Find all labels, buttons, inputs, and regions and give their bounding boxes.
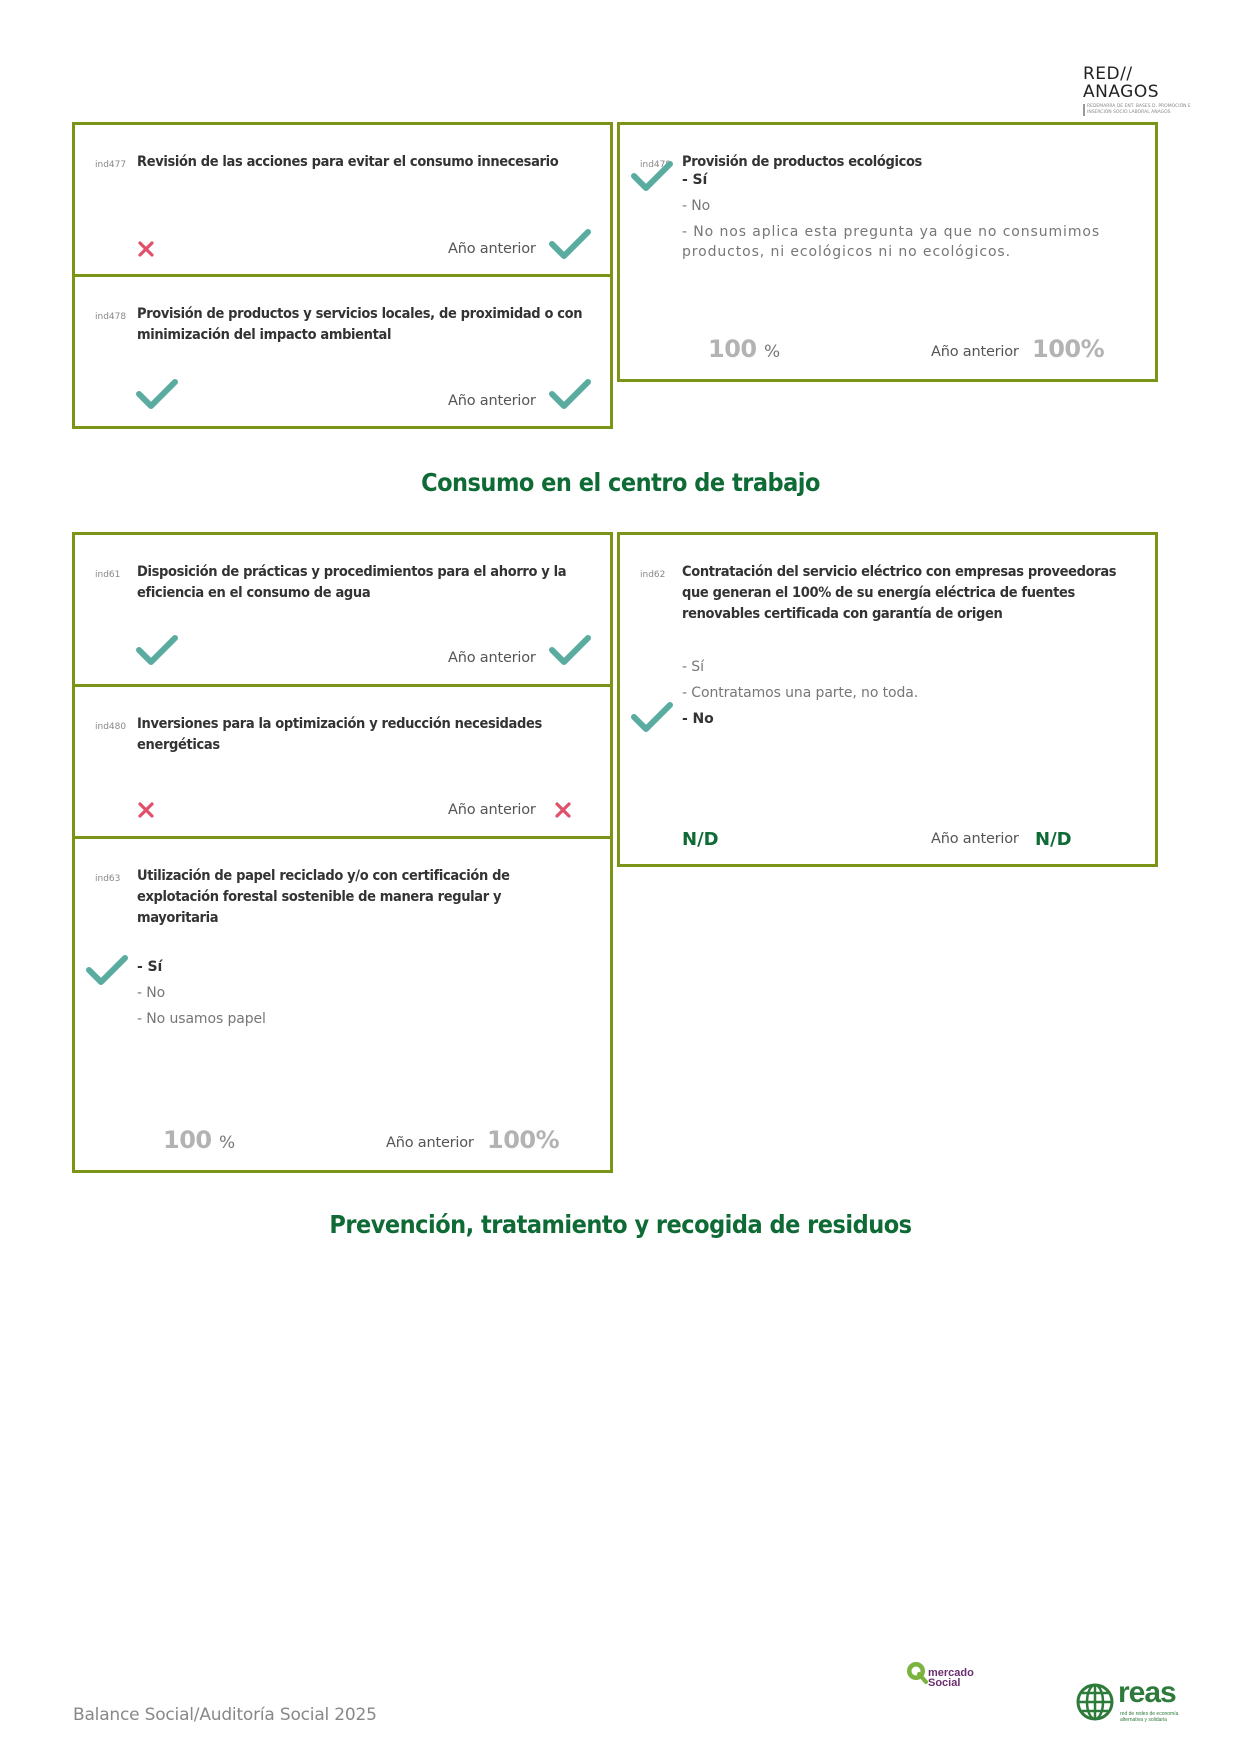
option-no: - No [682,198,711,214]
indicator-title: Inversiones para la optimización y reducción necesidades energéticas [137,716,542,753]
indicator-card-ind479 [617,122,1158,382]
indicator-value: 100 [163,1126,212,1154]
mercado-social-logo [905,1660,995,1700]
check-icon [135,377,179,411]
section-heading-consumo: Consumo en el centro de trabajo [421,468,820,497]
check-icon [630,700,674,734]
check-icon [548,377,592,411]
section-heading-residuos: Prevención, tratamiento y recogida de residuos [329,1210,912,1239]
option-no-paper: - No usamos papel [137,1011,266,1027]
previous-year-label: Año anterior [448,241,536,257]
previous-year-value: N/D [1035,829,1072,850]
indicator-card-ind477 [72,122,613,277]
indicator-title: Contratación del servicio eléctrico con empresas proveedoras que generan el 100% de su energía eléctrica de fuentes renovables certificada con garantía de origen [682,564,1117,622]
previous-year-label: Año anterior [931,344,1019,360]
option-no: - No [137,985,166,1001]
indicator-value: 100 [708,335,757,363]
mercado-social-mark-icon [905,1660,929,1684]
option-yes: - Sí [137,959,163,975]
reas-tagline: red de redes de economía alternativa y solidaria [1120,1711,1179,1723]
indicator-title: Provisión de productos y servicios locales, de proximidad o con minimización del impacto ambiental [137,306,583,343]
indicator-card-ind478 [72,274,613,429]
percent-sign: % [764,342,781,362]
check-icon [135,633,179,667]
indicator-title: Utilización de papel reciclado y/o con certificación de explotación forestal sostenible de manera regular y mayoritaria [137,868,510,926]
option-not-applicable: - No nos aplica esta pregunta ya que no consumimos productos, ni ecológicos ni no ecológicos. [682,224,1101,260]
option-no: - No [682,711,714,727]
indicator-title: Provisión de productos ecológicos [682,154,922,170]
indicator-code: ind477 [95,160,127,170]
indicator-title: Disposición de prácticas y procedimientos para el ahorro y la eficiencia en el consumo de agua [137,564,567,601]
cross-icon [138,241,154,257]
cross-icon [555,802,571,818]
logo-subtitle: REDEMARRA DE ENT. BASES D. PROMOCIÓN E INSERCIÓN SOCIO LABORAL ANAGOS [1083,104,1198,116]
reas-logo [1075,1676,1205,1730]
indicator-card-ind62 [617,532,1158,867]
logo-line-2: ANAGOS [1083,82,1160,102]
indicator-card-ind61 [72,532,613,687]
option-yes: - Sí [682,659,704,675]
indicator-code: ind480 [95,722,127,732]
mercado-social-text: mercado Social [928,1667,974,1689]
check-icon [548,227,592,261]
previous-year-label: Año anterior [386,1135,474,1151]
previous-year-label: Año anterior [448,650,536,666]
globe-icon [1075,1682,1115,1722]
indicator-code: ind478 [95,312,127,322]
check-icon [630,159,674,193]
indicator-card-ind63 [72,836,613,1173]
indicator-code: ind62 [640,570,666,580]
check-icon [85,953,129,987]
reas-wordmark: reas [1118,1676,1176,1709]
footer-text: Balance Social/Auditoría Social 2025 [73,1705,377,1725]
previous-year-value: 100% [1032,335,1105,363]
previous-year-label: Año anterior [931,831,1019,847]
cross-icon [138,802,154,818]
indicator-code: ind479 [640,160,672,170]
indicator-card-ind480 [72,684,613,839]
indicator-code: ind63 [95,874,121,884]
previous-year-label: Año anterior [448,802,536,818]
previous-year-label: Año anterior [448,393,536,409]
indicator-code: ind61 [95,570,121,580]
indicator-value: N/D [682,829,719,850]
indicator-title: Revisión de las acciones para evitar el consumo innecesario [137,154,559,170]
option-yes: - Sí [682,172,708,188]
percent-sign: % [219,1133,236,1153]
check-icon [548,633,592,667]
previous-year-value: 100% [487,1126,560,1154]
option-partial: - Contratamos una parte, no toda. [682,685,919,701]
red-anagos-logo [1083,65,1198,125]
logo-line-1: RED// [1083,64,1133,84]
